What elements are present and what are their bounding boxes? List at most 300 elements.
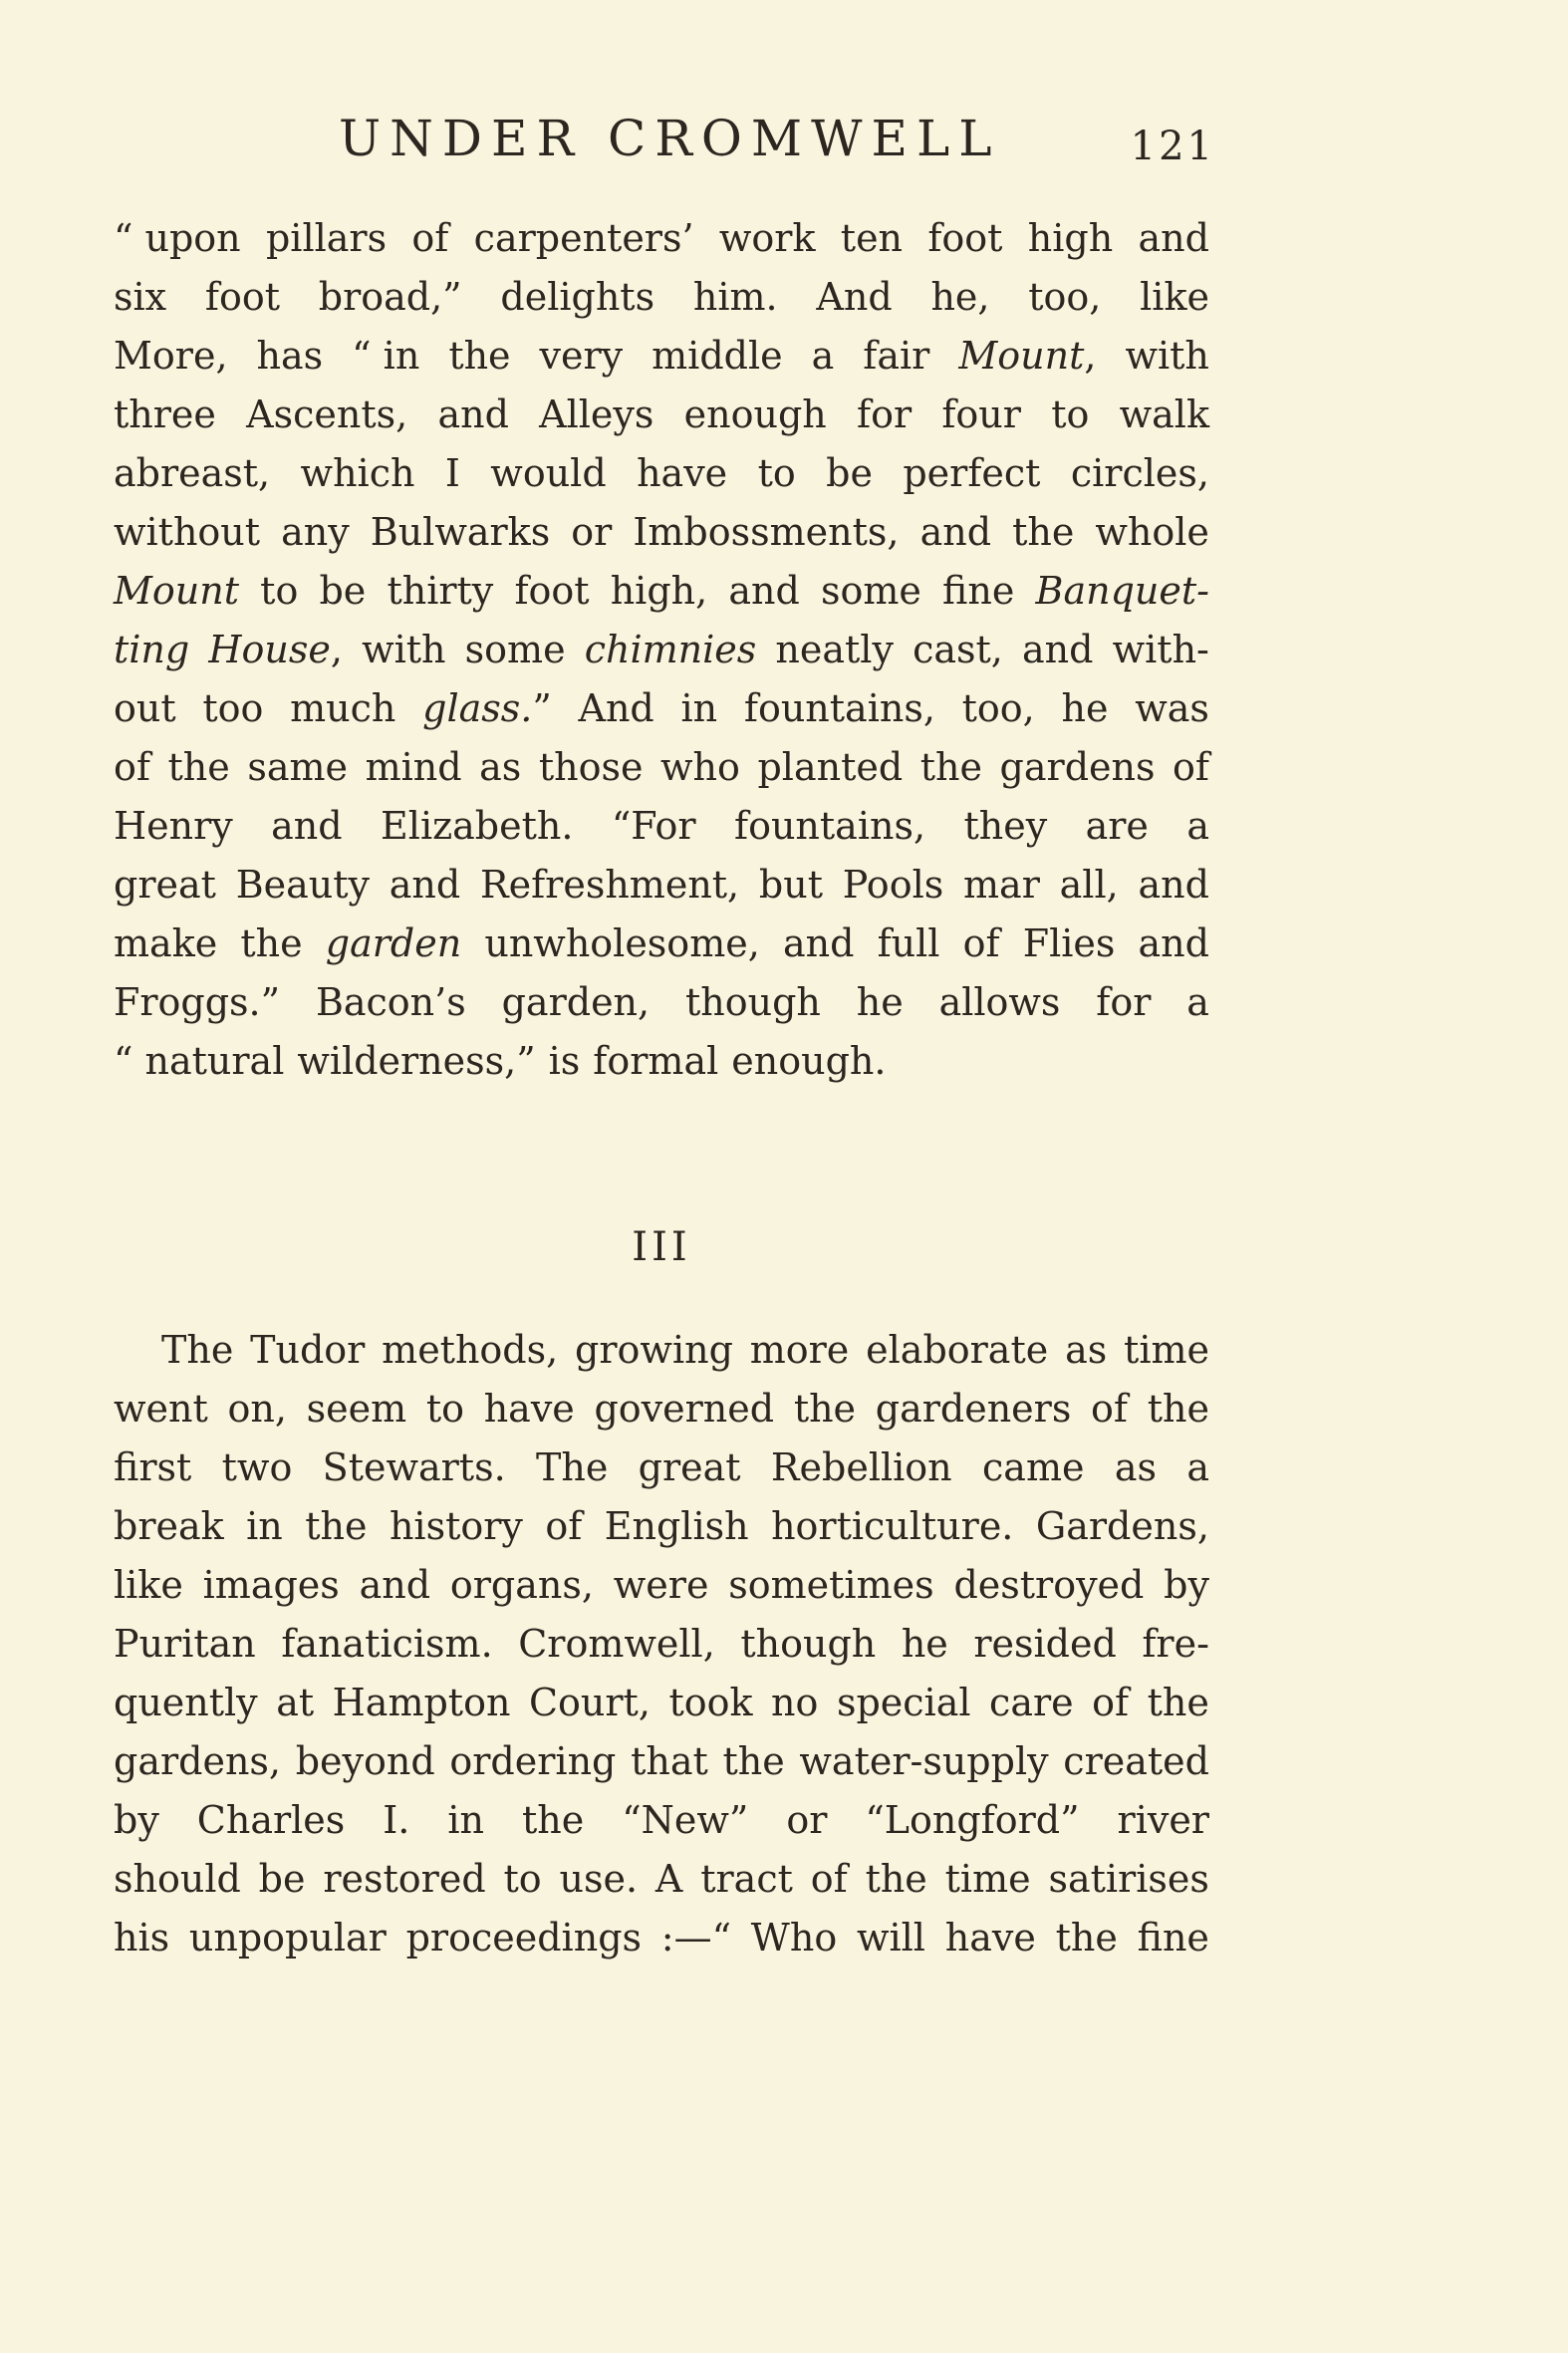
word bbox=[326, 915, 461, 973]
word bbox=[114, 327, 228, 386]
text-line bbox=[114, 679, 1209, 738]
word-text: like bbox=[1140, 275, 1209, 319]
word-text: carpenters’ bbox=[473, 216, 694, 260]
word bbox=[1138, 1909, 1209, 1967]
word-text: four bbox=[941, 392, 1021, 436]
word bbox=[637, 444, 727, 503]
word-text: to bbox=[503, 1857, 542, 1901]
text-line bbox=[114, 621, 1209, 679]
word bbox=[728, 562, 799, 621]
word bbox=[1142, 1615, 1209, 1674]
word bbox=[681, 679, 718, 738]
word-text: the bbox=[722, 1739, 785, 1783]
word bbox=[323, 1438, 506, 1497]
word-text: for bbox=[1096, 980, 1152, 1024]
word-text: the bbox=[919, 745, 982, 789]
word bbox=[989, 1674, 1074, 1732]
word bbox=[668, 1674, 752, 1732]
word-text: and bbox=[1138, 216, 1209, 260]
word bbox=[114, 386, 216, 444]
word bbox=[652, 327, 782, 386]
word-text: Gardens, bbox=[1035, 1504, 1209, 1548]
page-number: 121 bbox=[1130, 124, 1215, 169]
word bbox=[189, 1909, 387, 1967]
word-text: make bbox=[114, 921, 218, 965]
word-text: restored bbox=[323, 1857, 486, 1901]
word-text: Tudor bbox=[250, 1328, 366, 1372]
word-text: the bbox=[1055, 1916, 1118, 1960]
word-text: some bbox=[820, 569, 921, 613]
word bbox=[250, 1321, 365, 1380]
word-text: river bbox=[1117, 1798, 1209, 1842]
word-text: unwholesome, bbox=[484, 921, 760, 965]
word bbox=[942, 562, 1014, 621]
word bbox=[945, 1909, 1036, 1967]
word-text: the bbox=[1012, 510, 1075, 554]
word bbox=[945, 1850, 1031, 1909]
word bbox=[799, 1732, 1048, 1791]
word-text: two bbox=[221, 1445, 293, 1489]
word bbox=[449, 1732, 616, 1791]
word-text: to bbox=[425, 1387, 464, 1431]
word bbox=[866, 1321, 1048, 1380]
word bbox=[719, 209, 816, 268]
word bbox=[837, 1674, 971, 1732]
word bbox=[1086, 797, 1149, 856]
word-text: those bbox=[538, 745, 644, 789]
text-line bbox=[114, 209, 1209, 268]
word bbox=[276, 1674, 314, 1732]
word-text: with bbox=[1125, 334, 1209, 378]
word-text: and bbox=[359, 1563, 431, 1607]
word-text: of bbox=[1091, 1387, 1128, 1431]
word bbox=[114, 679, 176, 738]
word bbox=[448, 327, 510, 386]
word-text: and bbox=[437, 392, 509, 436]
word bbox=[114, 1497, 224, 1556]
text-line bbox=[114, 1909, 1209, 1967]
word-text: they bbox=[963, 804, 1048, 848]
word bbox=[1139, 915, 1209, 973]
word-text: ten bbox=[840, 216, 904, 260]
word-text: high bbox=[1027, 216, 1114, 260]
word bbox=[529, 1674, 651, 1732]
word-text: would bbox=[490, 451, 607, 495]
word bbox=[700, 1850, 793, 1909]
word-text: “ in bbox=[352, 334, 420, 378]
word-text: any bbox=[281, 510, 350, 554]
word bbox=[114, 1850, 241, 1909]
word-text: fine bbox=[1137, 1916, 1209, 1960]
word bbox=[1012, 503, 1074, 562]
word-text: of bbox=[114, 745, 150, 789]
word bbox=[1065, 1321, 1107, 1380]
word bbox=[1113, 621, 1209, 679]
word-text: of bbox=[810, 1857, 848, 1901]
word-text: English bbox=[604, 1504, 749, 1548]
text-line bbox=[114, 1438, 1209, 1497]
section-heading: III bbox=[632, 1224, 691, 1270]
word-text: I. bbox=[383, 1798, 410, 1842]
word bbox=[1118, 1791, 1209, 1850]
paragraph-section-three bbox=[114, 1321, 1209, 1967]
word bbox=[1186, 973, 1209, 1032]
word-text: created bbox=[1063, 1739, 1209, 1783]
word bbox=[281, 503, 350, 562]
word-text: middle bbox=[652, 334, 783, 378]
word bbox=[161, 1321, 233, 1380]
word-text: and bbox=[1138, 863, 1209, 907]
word-text: Imbossments, bbox=[633, 510, 900, 554]
word bbox=[963, 856, 1040, 915]
word bbox=[622, 1791, 748, 1850]
word-text: which bbox=[300, 451, 415, 495]
word-text: first bbox=[114, 1445, 192, 1489]
word bbox=[1115, 1438, 1157, 1497]
word bbox=[114, 444, 270, 503]
word-text: and bbox=[1022, 628, 1094, 671]
word-text: as bbox=[479, 745, 522, 789]
word bbox=[857, 1909, 925, 1967]
word-text: gardeners bbox=[875, 1387, 1072, 1431]
word bbox=[502, 973, 651, 1032]
word bbox=[812, 327, 835, 386]
word-text: Henry bbox=[114, 804, 233, 848]
running-head bbox=[339, 104, 1215, 173]
word-text: that bbox=[631, 1739, 708, 1783]
text-line bbox=[114, 1497, 1209, 1556]
word-text: he bbox=[1061, 686, 1109, 730]
word-text: circles, bbox=[1070, 451, 1209, 495]
word-text: by bbox=[1164, 1563, 1209, 1607]
word bbox=[450, 1556, 594, 1615]
word bbox=[114, 1380, 208, 1438]
word-text: Beauty bbox=[235, 863, 370, 907]
word bbox=[490, 444, 606, 503]
word bbox=[1022, 621, 1093, 679]
word-text: Bulwarks bbox=[370, 510, 551, 554]
word-text: fair bbox=[863, 334, 930, 378]
word-text: resided bbox=[973, 1622, 1117, 1666]
word-text: by bbox=[114, 1798, 159, 1842]
word-text: “ upon bbox=[114, 216, 241, 260]
word-text: organs, bbox=[449, 1563, 594, 1607]
word bbox=[939, 973, 1061, 1032]
word-text: like bbox=[114, 1563, 183, 1607]
word-text: too, bbox=[961, 686, 1035, 730]
word-text: seem bbox=[306, 1387, 407, 1431]
word bbox=[305, 1497, 367, 1556]
word bbox=[876, 1380, 1072, 1438]
word-text: and bbox=[271, 804, 343, 848]
word-text: And bbox=[816, 275, 893, 319]
word bbox=[114, 1615, 256, 1674]
word-text: should bbox=[114, 1857, 241, 1901]
word-text: a bbox=[1186, 980, 1209, 1024]
word bbox=[758, 444, 796, 503]
word bbox=[1173, 738, 1209, 797]
word-text: foot bbox=[927, 216, 1003, 260]
word-text: fountains, bbox=[743, 686, 935, 730]
word bbox=[930, 268, 989, 327]
word bbox=[208, 621, 343, 679]
word-text: “ natural bbox=[114, 1039, 285, 1083]
word bbox=[594, 1380, 774, 1438]
word bbox=[114, 1556, 183, 1615]
word bbox=[1063, 1732, 1209, 1791]
word-text: be bbox=[319, 569, 367, 613]
italic-word-text: Mount bbox=[114, 569, 240, 613]
word-text: whole bbox=[1095, 510, 1209, 554]
word-text: will bbox=[856, 1916, 925, 1960]
word bbox=[941, 386, 1021, 444]
word-text: The bbox=[161, 1328, 234, 1372]
word-text: Refreshment, bbox=[480, 863, 740, 907]
word bbox=[920, 503, 991, 562]
word-text: his bbox=[114, 1916, 170, 1960]
word bbox=[816, 268, 892, 327]
word-text: the bbox=[240, 921, 303, 965]
word bbox=[902, 1615, 948, 1674]
word bbox=[301, 444, 415, 503]
word bbox=[203, 1556, 340, 1615]
word-text: And bbox=[578, 686, 654, 730]
word-text: of bbox=[1173, 745, 1209, 789]
word bbox=[296, 1732, 435, 1791]
italic-word-text: garden bbox=[325, 921, 462, 965]
word bbox=[260, 562, 298, 621]
text-line bbox=[114, 1032, 1209, 1091]
italic-word-text: ting bbox=[114, 628, 190, 671]
word-text: a bbox=[1186, 804, 1209, 848]
word bbox=[1096, 973, 1151, 1032]
word-text: who bbox=[660, 745, 740, 789]
word bbox=[390, 856, 460, 915]
word bbox=[540, 327, 624, 386]
word-text: and bbox=[782, 921, 855, 965]
text-line bbox=[114, 386, 1209, 444]
word bbox=[661, 1909, 731, 1967]
word-text: and bbox=[919, 510, 992, 554]
word bbox=[863, 327, 929, 386]
word bbox=[114, 1791, 159, 1850]
word-text: delights bbox=[500, 275, 655, 319]
word-text: with bbox=[362, 628, 446, 671]
word bbox=[366, 738, 462, 797]
word-text: is bbox=[548, 1039, 581, 1083]
word-text: high, bbox=[610, 569, 708, 613]
word-text: thirty bbox=[387, 569, 494, 613]
word-text: and bbox=[1138, 921, 1209, 965]
word bbox=[612, 797, 696, 856]
word bbox=[633, 503, 899, 562]
word bbox=[1028, 268, 1101, 327]
word-punctuation: , bbox=[1084, 334, 1097, 378]
word bbox=[197, 1791, 346, 1850]
word bbox=[114, 856, 216, 915]
word-text: on, bbox=[227, 1387, 287, 1431]
word bbox=[257, 327, 324, 386]
word bbox=[246, 386, 407, 444]
word-text: to bbox=[1051, 392, 1090, 436]
word-text: Stewarts. bbox=[322, 1445, 506, 1489]
word bbox=[362, 621, 445, 679]
word bbox=[560, 1850, 639, 1909]
word-text: time bbox=[944, 1857, 1031, 1901]
word-text: all, bbox=[1059, 863, 1119, 907]
word bbox=[266, 209, 387, 268]
word-text: of bbox=[545, 1504, 583, 1548]
word bbox=[114, 209, 241, 268]
word bbox=[751, 1909, 837, 1967]
word bbox=[422, 679, 552, 738]
word bbox=[734, 797, 925, 856]
word-text: abreast, bbox=[114, 451, 271, 495]
word-text: :—“ bbox=[660, 1916, 732, 1960]
word bbox=[500, 268, 654, 327]
word-text: broad,” bbox=[318, 275, 462, 319]
word-text: tract bbox=[700, 1857, 793, 1901]
word bbox=[319, 268, 462, 327]
word bbox=[660, 738, 740, 797]
word bbox=[411, 209, 448, 268]
word bbox=[1000, 738, 1156, 797]
word bbox=[982, 1438, 1084, 1497]
word bbox=[1061, 679, 1108, 738]
word-text: proceedings bbox=[405, 1916, 643, 1960]
word-text: the bbox=[865, 1857, 927, 1901]
word bbox=[857, 386, 912, 444]
word-text: sometimes bbox=[728, 1563, 934, 1607]
text-line bbox=[114, 1321, 1209, 1380]
running-head-title: UNDER CROMWELL bbox=[339, 110, 1001, 167]
word-text: “Longford” bbox=[865, 1798, 1080, 1842]
word bbox=[114, 1909, 169, 1967]
word-text: fine bbox=[942, 569, 1015, 613]
word bbox=[504, 1850, 542, 1909]
word bbox=[437, 386, 508, 444]
word bbox=[575, 1321, 733, 1380]
word-text: with- bbox=[1112, 628, 1209, 671]
text-line bbox=[114, 1732, 1209, 1791]
word-text: Froggs.” bbox=[114, 980, 281, 1024]
word-text: A bbox=[654, 1857, 683, 1901]
word bbox=[202, 679, 263, 738]
word-text: Elizabeth. bbox=[381, 804, 574, 848]
word-text: foot bbox=[204, 275, 280, 319]
word bbox=[843, 856, 943, 915]
word-text: perfect bbox=[903, 451, 1041, 495]
text-line bbox=[114, 915, 1209, 973]
word bbox=[114, 268, 166, 327]
word bbox=[281, 1615, 492, 1674]
word bbox=[445, 444, 460, 503]
word bbox=[771, 1438, 952, 1497]
word-text: the bbox=[521, 1798, 585, 1842]
word-text: out bbox=[114, 686, 176, 730]
word bbox=[750, 1321, 850, 1380]
word-text: he bbox=[856, 980, 904, 1024]
word bbox=[381, 797, 573, 856]
word-text: be bbox=[258, 1857, 306, 1901]
word-text: cast, bbox=[913, 628, 1003, 671]
word bbox=[693, 268, 778, 327]
word bbox=[247, 738, 348, 797]
word-text: great bbox=[638, 1445, 741, 1489]
word bbox=[794, 1380, 856, 1438]
word bbox=[522, 1791, 584, 1850]
word-text: fre- bbox=[1142, 1622, 1209, 1666]
word bbox=[740, 1615, 876, 1674]
word bbox=[920, 738, 982, 797]
word bbox=[426, 1380, 464, 1438]
word-text: a bbox=[1186, 1445, 1209, 1489]
word bbox=[913, 621, 1003, 679]
word-text: a bbox=[811, 334, 835, 378]
word-text: have bbox=[637, 451, 728, 495]
word-text: use. bbox=[559, 1857, 639, 1901]
word-text: great bbox=[114, 863, 216, 907]
text-line bbox=[114, 1556, 1209, 1615]
word-text: as bbox=[1065, 1328, 1108, 1372]
word bbox=[593, 1032, 718, 1091]
word-text: horticulture. bbox=[771, 1504, 1014, 1548]
word bbox=[236, 856, 370, 915]
word-punctuation: ” bbox=[532, 686, 552, 730]
word-text: planted bbox=[757, 745, 904, 789]
word bbox=[307, 1380, 407, 1438]
word bbox=[319, 562, 366, 621]
word bbox=[757, 738, 903, 797]
word bbox=[1056, 1909, 1118, 1967]
text-line bbox=[114, 1615, 1209, 1674]
word bbox=[387, 562, 493, 621]
text-line bbox=[114, 1791, 1209, 1850]
word bbox=[783, 915, 854, 973]
word bbox=[297, 1032, 535, 1091]
word-text: Alleys bbox=[539, 392, 654, 436]
word bbox=[114, 973, 280, 1032]
word bbox=[514, 562, 589, 621]
word-text: without bbox=[114, 510, 261, 554]
word-text: gardens, bbox=[114, 1739, 282, 1783]
word-text: full bbox=[877, 921, 940, 965]
word-text: history bbox=[389, 1504, 523, 1548]
word-text: satirises bbox=[1048, 1857, 1209, 1901]
word-punctuation: , bbox=[330, 628, 343, 671]
word-text: too, bbox=[1028, 275, 1102, 319]
word bbox=[406, 1909, 642, 1967]
word bbox=[786, 1791, 827, 1850]
word-text: Ascents, bbox=[246, 392, 408, 436]
word-text: enough bbox=[683, 392, 827, 436]
word bbox=[927, 209, 1002, 268]
word-text: Flies bbox=[1022, 921, 1116, 965]
word bbox=[1091, 1380, 1128, 1438]
word bbox=[549, 1032, 581, 1091]
word-text: garden, bbox=[501, 980, 651, 1024]
word bbox=[771, 1674, 818, 1732]
italic-word-text: glass. bbox=[422, 686, 533, 730]
word-text: methods, bbox=[382, 1328, 559, 1372]
word-text: he, bbox=[930, 275, 990, 319]
text-line bbox=[114, 327, 1209, 386]
word-text: fountains, bbox=[734, 804, 926, 848]
word bbox=[722, 1732, 784, 1791]
word bbox=[611, 562, 708, 621]
word-text: of bbox=[962, 921, 1000, 965]
word-text: came bbox=[982, 1445, 1085, 1489]
